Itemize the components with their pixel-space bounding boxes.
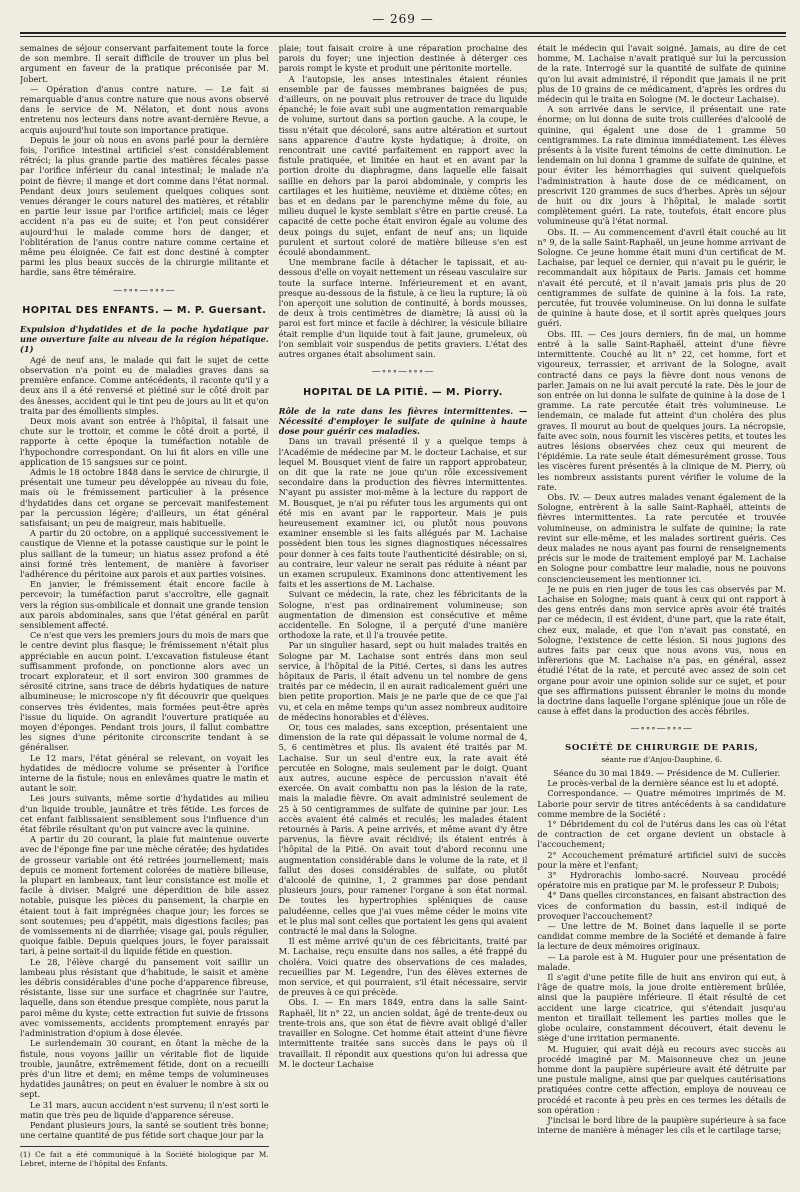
paragraph: — La parole est à M. Huguier pour une présentation de malade. <box>537 951 786 972</box>
paragraph: Obs. IV. — Deux autres malades venant également de la Sologne, entrèrent à la salle Saint-Raphaël, atteints de fièvres intermittentes. La rate percutée et trouvée volumineuse, on administra le sulfate de quinine; la rate revint sur elle-même, et les malades sortirent guéris. Ces deux malades ne nous ayant pas fourni de renseignements précis sur le mode de traitement employé par M. Lachaise en Sologne pour combattre leur maladie, nous ne pouvons consciencieusement les mentionner ici. <box>537 491 786 584</box>
paragraph: plaie; tout faisait croire à une réparation prochaine des parois du foyer; une injection destinée à déterger ces parois rompt le kyste et produit une péritonite mortelle. <box>278 43 528 74</box>
paragraph: Or, tous ces malades, sans exception, présentaient une dimension de la rate qui dépassait le volume normal de 4, 5, 6 centimètres et plus. Ils avaient été traités par M. Lachaise. Sur un seul d'entre eux, la rate avait été percutée en Sologne, mais seulement par le doigt. Quant aux autres, aucune espèce de percussion n'avait été exercée. On avait combattu non pas la lésion de la rate, mais la maladie fièvre. On avait administré seulement de 25 à 50 centigrammes de sulfate de quinine par jour. Les accès avaient été calmés et reculés; les malades étaient retournés à Paris. A peine arrivés, et même avant d'y être parvenus, la fièvre avait récidivé; ils étaient entrés à l'hôpital de la Pitié. On avait tout d'abord reconnu une augmentation considérable dans le volume de la rate, et il fallut des doses considérables de sulfate, ou plutôt d'alcoolé de quinine, 1, 2 grammes par dose pendant plusieurs jours, pour ramener l'organe à son état normal. De toutes les hypertrophies spléniques de cause paludéenne, celles que j'ai vues même céder le moins vite et le plus mal sont celles que portaient les gens qui avaient contracté le mal dans la Sologne. <box>278 722 528 937</box>
paragraph: Dans un travail présenté il y a quelque temps à l'Académie de médecine par M. le docteur Lachaise, et sur lequel M. Bousquet vient de faire un rapport approbateur, on dit que la rate ne joue qu'un rôle excessivement secondaire dans la production des fièvres intermittentes. N'ayant pu assister moi-même à la lecture du rapport de M. Bousquet, je n'ai pu réfuter tous les arguments qui ont été mis en avant par le rapporteur. Mais je puis heureusement examiner ici, ou plutôt nous pouvons examiner ensemble si les faits allégués par M. Lachaise possèdent bien tous les signes diagnostiques nécessaires pour donner à ces faits toute l'authenticité désirable; on si, au contraire, leur valeur ne serait pas réduite à néant par un examen scrupuleux. Examinons donc attentivement les faits et les assertions de M. Lachaise. <box>278 436 528 590</box>
paragraph: Par un singulier hasard, sept ou huit malades traités en Sologne par M. Lachaise sont entrés dans mon seul service, à l'hôpital de la Pitié. Certes, si dans les autres hôpitaux de Paris, il était advenu un tel nombre de gens traités par ce médecin, il en aurait radicalement guéri une bien petite proportion. Mais je ne parle que de ce que j'ai vu, et cela en même temps qu'un assez nombreux auditoire de médecins honorables et d'élèves. <box>278 640 528 722</box>
paragraph: Le 12 mars, l'état général se relevant, on voyait les hydatides de médiocre volume se présenter à l'orifice interne de la fistule; nous en enlevâmes quatre le matin et autant le soir. <box>20 752 269 794</box>
paragraph: Une membrane facile à détacher le tapissait, et au-dessous d'elle on voyait nettement un réseau vasculaire sur toute la surface interne. Inférieurement et en avant, presque au-dessous de la fistule, à ce lieu la rupture; là où l'on aperçoit une solution de continuité, à bords mousses, de deux à trois centimètres de diamètre; là aussi où la paroi est fort mince et facile à déchirer, la vésicule biliaire était remplie d'un liquide tout à fait jaune, grumeleux, où l'on semblait voir suspendus de petits graviers. L'état des autres organes était absolument sain. <box>278 257 528 360</box>
paragraph: 1° Débridement du col de l'utérus dans les cas où l'état de contraction de cet organe devient un obstacle à l'accouchement; <box>537 819 786 850</box>
paragraph: Obs. II. — Au commencement d'avril était couché au lit n° 9, de la salle Saint-Raphaël, un jeune homme arrivant de Sologne. Ce jeune homme était muni d'un certificat de M. Lachaise, par lequel ce dernier, qui n'avait pu le guérir, le recommandait aux hôpitaux de Paris. Jamais cet homme n'avait été percuté, et il n'avait jamais pris plus de 20 centigrammes de sulfate de quinine à la fois. La rate, percutée, fut trouvée volumineuse. On lui donna le sulfate de quinine à haute dose, et il sortit après quelques jours guéri. <box>537 226 786 329</box>
paragraph: Je ne puis en rien juger de tous les cas observés par M. Lachaise en Sologne; mais quant à ceux qui ont rapport à des gens entrés dans mon service après avoir été traités par ce médecin, il est évident, d'une part, que la rate était, chez eux, malade, et que l'on n'avait pas constaté, en Sologne, l'existence de cette lésion. Si nous jugions des autres faits par ceux que nous avons vus, nous en infèrerions que M. Lachaise n'a pas, en général, assez étudié l'état de la rate, et percuté avec assez de soin cet organe pour avoir une opinion solide sur ce sujet, et pour que ses affirmations puissent ébranler le moins du monde la doctrine dans laquelle l'organe splénique joue un rôle de cause à effet dans la production des accès fébriles. <box>537 583 786 717</box>
paragraph: Le surlendemain 30 courant, en ôtant la mèche de la fistule, nous voyons jaillir un véritable flot de liquide trouble, jaunâtre, extrêmement fétide, dont on a recueilli près d'un litre et demi; en même temps de volumineuses hydatides jaunâtres; on peut en évaluer le nombre à six ou sept. <box>20 1038 269 1100</box>
paragraph: 4° Dans quelles circonstances, en faisant abstraction des vices de conformation du bassin, est-il indiqué de provoquer l'accouchement? <box>537 890 786 921</box>
society-title: SOCIÉTÉ DE CHIRURGIE DE PARIS, <box>565 742 759 753</box>
column-middle <box>279 43 528 1183</box>
column-right <box>537 43 786 1183</box>
paragraph: Ce n'est que vers les premiers jours du mois de mars que le centre devint plus flasque; le frémissement n'était plus appréciable en aucun point. L'excavation fistuleuse étant suffisamment profonde, on ponctionne alors avec un trocart explorateur, et il sort environ 300 grammes de sérosité citrine, sans trace de débris hydatiques de nature albumineuse; le microscope n'y fit découvrir que quelques conserves très évidentes, mais formées peut-être après l'issue du liquide. On agrandit l'ouverture pratiquée au moyen d'éponges. Pendant trois jours, il fallut combattre les signes d'une péritonite circonscrite tendant à se généraliser. <box>20 630 269 753</box>
paragraph: — Opération d'anus contre nature. — Le fait si remarquable d'anus contre nature que nous avons observé dans le service de M. Nélaton, et dont nous avons entretenu nos lecteurs dans notre avant-dernière Revue, a acquis aujourd'hui toute son importance pratique. <box>20 83 269 135</box>
paragraph: Pendant plusieurs jours, la santé se soutient très bonne; une certaine quantité de pus fétide sort chaque jour par la <box>20 1119 269 1141</box>
page-number: — 269 — <box>372 12 434 26</box>
paragraph: Le procès-verbal de la dernière séance est lu et adopté. <box>547 778 779 789</box>
paragraph: En janvier, le frémissement était encore facile à percevoir; la tuméfaction parut s'accroître, elle gagnait vers la région sus-ombilicale et donnait une grande tension aux parois abdominales, sans que l'état général en parût sensiblement affecté. <box>20 579 269 630</box>
paragraph: Admis le 18 octobre 1848 dans le service de chirurgie, il présentait une tumeur peu développée au niveau du foie, mais où le frémissement particulier à la présence d'hydatides dans cet organe se percevait manifestement par la percussion légère; d'ailleurs, un état général satisfaisant; un peu de maigreur, mais habituelle. <box>20 466 269 528</box>
article-subtitle: Rôle de la rate dans les fièvres intermittentes. — Nécessité d'employer le sulfate de quinine à haute dose pour guérir ces maladies. <box>278 405 528 437</box>
section-title: HOPITAL DES ENFANTS. — M. P. Guersant. <box>22 304 267 316</box>
column-left <box>20 43 269 1183</box>
article-subtitle: Expulsion d'hydatides et de la poche hydatique par une ouverture faite au niveau de la région hépatique. (1) <box>20 324 269 355</box>
paragraph: Obs. I. — En mars 1849, entra dans la salle Saint-Raphaël, lit n° 22, un ancien soldat, âgé de trente-deux ou trente-trois ans, que son état de fièvre avait obligé d'aller travailler en Sologne. Cet homme était atteint d'une fièvre intermittente traitée sans succès dans le pays où il travaillait. Il répondit aux questions qu'on lui adressa que M. le docteur Lachaise <box>278 997 528 1069</box>
section-title: HOPITAL DE LA PITIÉ. — M. Piorry. <box>303 386 503 398</box>
paragraph: Agé de neuf ans, le malade qui fait le sujet de cette observation n'a point eu de maladies graves dans sa première enfance. Comme antécédents, il raconte qu'il y a deux ans il a été renversé et piétiné sur le côté droit par des ânesses, accident qui le tint peu de jours au lit et qu'on traita par des émollients simples. <box>20 354 269 416</box>
paragraph: Obs. III. — Ces jours derniers, fin de mai, un homme entré à la salle Saint-Raphaël, atteint d'une fièvre intermittente. Couché au lit n° 22, cet homme, fort et vigoureux, terrassier, et arrivant de la Sologne, avait contracté dans ce pays la fièvre dont nous venons de parler. Jamais on ne lui avait percuté la rate. Dès le jour de son entrée on lui donna le sulfate de quinine à la dose de 1 gramme. La rate percutée était très volumineuse. Le lendemain, ce malade fut atteint d'un choléra des plus graves. Il mourut au bout de quelques jours. La nécropsie, faite avec soin, nous fournit les viscères petits, et toutes les autres lésions observées chez ceux qui meurent de l'épidémie. La rate seule était démesurément grosse. Tous les viscères furent présentés à la clinique de M. Pierry, où les nombreux assistants purent vérifier le volume de la rate. <box>537 328 786 492</box>
paragraph: A partir du 20 courant, la plaie fut maintenue ouverte avec de l'éponge fine par une mèche cératée; des hydatides de grosseur variable ont été retirées journellement; mais depuis ce moment fortement colorées de matière bilieuse, la plupart en lambeaux, tant leur consistance est molle et facile à diviser. Malgré une déperdition de bile assez notable, puisque les pièces du pansement, la charpie en étaient tout à fait imprégnées chaque jour; les forces se sont soutenues; peu d'appétit, mais digestions faciles; pas de vomissements ni de diarrhée; visage gai, pouls régulier, quoique faible. Depuis quelques jours, le foyer paraissait tari, à peine sortait-il du liquide fétide en question. <box>20 834 269 957</box>
paragraph: Suivant ce médecin, la rate, chez les fébricitants de la Sologne, n'est pas ordinairement volumineuse; son augmentation de dimension est consécutive et même accidentelle. En Sologne, il a perçuté d'une manière orthodoxe la rate, et il l'a trouvée petite. <box>278 589 528 641</box>
society-address: séante rue d'Anjou-Dauphine, 6. <box>601 754 723 764</box>
footnote: (1) Ce fait a été communiqué à la Société biologique par M. Lebret, interne de l'hôpital des Enfants. <box>20 1146 269 1168</box>
paragraph: Le 28, l'élève chargé du pansement voit saillir un lambeau plus résistant que d'habitude, le saisit et amène les débris considérables d'une poche d'apparence fibreuse, résistante, lisse sur une surface et chagrinée sur l'autre, laquelle, dans son étendue presque complète, nous parut la paroi même du kyste; cette extraction fut suivie de frissons avec vomissements, accidents promptement enrayés par l'administration d'opium à dose élevée. <box>20 956 269 1039</box>
seance-line: Séance du 30 mai 1849. — Présidence de M. Cullerier. <box>553 768 781 779</box>
paragraph: — Une lettre de M. Boinet dans laquelle il se porte candidat comme membre de la Société et demande à faire la lecture de deux mémoires originaux. <box>537 921 786 952</box>
paragraph: Le 31 mars, aucun accident n'est survenu; il n'est sorti le matin que très peu de liquide d'apparence séreuse. <box>20 1099 269 1120</box>
ornament-divider: —∘∘∘—∘∘∘— <box>113 285 176 296</box>
paragraph: Depuis le jour où nous en avons parlé pour la dernière fois, l'orifice intestinal artificiel s'est considérablement rétréci; la plus grande partie des matières fécales passe par l'orifice inférieur du canal intestinal; le malade n'a point de fièvre; il mange et dort comme dans l'état normal. Pendant deux jours seulement quelques coliques sont venues déranger le cours naturel des matières, et rétablir en partie leur issue par l'orifice artificiel; mais ce léger accident n'a pas eu de suite; et l'on peut considérer aujourd'hui le malade comme hors de danger, et l'oblitération de l'anus contre nature comme certaine et même peu éloignée. Ce fait est donc destiné à compter parmi les plus beaux succès de la chirurgie militante et hardie, sans être téméraire. <box>20 134 269 278</box>
paragraph: A l'autopsie, les anses intestinales étaient réunies ensemble par de fausses membranes baignées de pus; d'ailleurs, on ne pouvait plus retrouver de trace du liquide épanché; le foie avait subi une augmentation remarquable de volume, surtout dans sa portion gauche. A la coupe, le tissu n'était que décoloré, sans autre altération et surtout sans apparence d'autre kyste hydatique; à droite, on rencontrait une cavité parfaitement en rapport avec la fistule pratiquée, et limitée en haut et en avant par la portion droite du diaphragme, dans laquelle elle faisait saillie en dehors par la paroi abdominale, y compris les cartilages et les huitième, neuvième et dixième côtes; en bas et en dedans par le parenchyme même du foie, au milieu duquel le kyste semblait s'être en partie creusé. La capacité de cette poche était environ égale au volume des deux poings du sujet, enfant de neuf ans; un liquide purulent et surtout coloré de matière bilieuse s'en est écoulé abondamment. <box>278 73 528 258</box>
paragraph: était le médecin qui l'avait soigné. Jamais, au dire de cet homme, M. Lachaise n'avait pratiqué sur lui la percussion de la rate. Interrogé sur la quantité de sulfate de quinine qu'on lui avait administré, il répondit que jamais il ne prit plus de 10 grains de ce médicament, d'après les ordres du médecin qui le traita en Sologne (M. le docteur Lachaise). <box>537 43 786 105</box>
paragraph: 3° Hydrorachis lombo-sacré. Nouveau procédé opératoire mis en pratique par M. le professeur P. Dubois; <box>537 870 786 891</box>
paragraph: 2° Accouchement prématuré artificiel suivi de succès pour la mère et l'enfant; <box>537 849 786 870</box>
header-rule-thin <box>20 36 786 37</box>
paragraph: Correspondance. — Quatre mémoires imprimés de M. Laborie pour servir de titres antécédents à sa candidature comme membre de la Société : <box>537 788 786 819</box>
paragraph: Deux mois avant son entrée à l'hôpital, il faisait une chute sur le trottoir, et comme le côté droit a porté, il rapporte à cette époque la tuméfaction notable de l'hypochondre correspondant. On lui fit alors en ville une application de 15 sangsues sur ce point. <box>20 415 269 467</box>
paragraph: Il est même arrivé qu'un de ces fébricitants, traité par M. Lachaise, reçu ensuite dans nos salles, a été frappé du choléra. Voici quatre des observations de ces malades, recueillies par M. Legendre, l'un des élèves externes de mon service, et qui pourraient, s'il était nécessaire, servir de preuves à ce qui précède. <box>278 936 528 998</box>
paragraph: semaines de séjour conservant parfaitement toute la force de son membre. Il serait difficile de trouver un plus bel argument en faveur de la pratique préconisée par M. Jobert. <box>20 43 269 84</box>
header-rule <box>20 32 786 34</box>
paragraph: Les jours suivants, même sortie d'hydatides au milieu d'un liquide trouble, jaunâtre et très fétide. Les forces de cet enfant faiblissaient sensiblement sous l'influence d'un état fébrile résultant qu'on put vaincre avec la quinine. <box>20 793 269 835</box>
paragraph: A partir du 20 octobre, on a appliqué successivement le caustique de Vienne et la potasse caustique sur le point le plus saillant de la tumeur; un hiatus assez profond a été ainsi formé très lentement, de manière à favoriser l'adhérence du péritoine aux parois et aux parties voisines. <box>20 528 269 579</box>
text-columns <box>20 43 786 1183</box>
paragraph: A son arrivée dans le service, il présentait une rate énorme; on lui donna de suite trois cuillerées d'alcoolé de quinine, qui égalent une dose de 1 gramme 50 centigrammes. La rate diminua immédiatement. Les élèves présents à la visite furent témoins de cette diminution. Le lendemain on lui donna 1 gramme de sulfate de quinine, et pour éviter les hémorrhagies qui suivent quelquefois l'administration à haute dose de ce médicament, on prescrivit 120 grammes de sucs d'herbes. Après un séjour de huit ou dix jours à l'hôpital, le malade sortit complètement guéri. La rate, toutefois, était encore plus volumineuse qu'à l'état normal. <box>537 104 786 227</box>
ornament-divider: —∘∘∘—∘∘∘— <box>371 367 435 378</box>
paragraph: M. Huguier, qui avait déjà eu recours avec succès au procédé imaginé par M. Maisonneuve chez un jeune homme dont la paupière supérieure avait été détruite par une pustule maligne, ainsi que par quelques cautérisations pratiquées contre cette affection, employa de nouveau ce procédé et raconte à peu près en ces termes les détails de son opération : <box>537 1043 786 1115</box>
paragraph: Il s'agit d'une petite fille de huit ans environ qui eut, à l'âge de quatre mois, la joue droite entièrement brûlée, ainsi que la paupière inférieure. Il était résulté de cet accident une large cicatrice, qui s'étendait jusqu'au menton et tiraillait tellement les parties molles que le globe oculaire, constamment découvert, était devenu le siège d'une irritation permanente. <box>537 972 786 1044</box>
ornament-divider: —∘∘∘—∘∘∘— <box>630 724 693 735</box>
paragraph: J'incisai le bord libre de la paupière supérieure à sa face interne de manière à ménager les cils et le cartilage tarse; <box>537 1114 786 1136</box>
